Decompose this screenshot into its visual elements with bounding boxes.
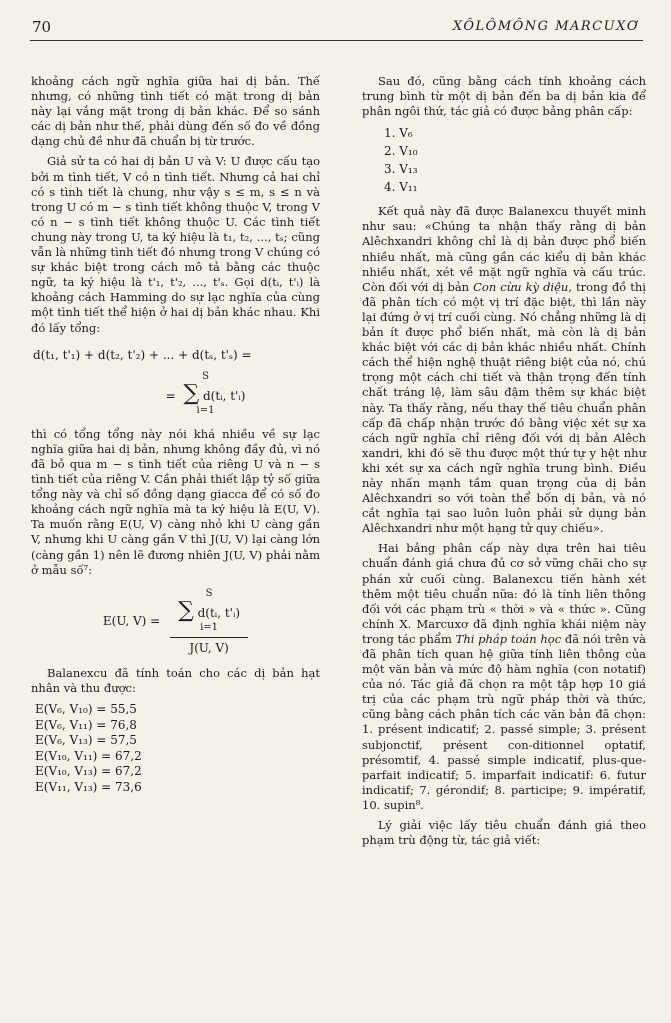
sigma-symbol: ∑ — [183, 380, 200, 406]
sigma-symbol: ∑ — [178, 597, 194, 623]
value-line: E(V₁₀, V₁₃) = 67,2 — [35, 764, 142, 778]
ranking-list — [384, 124, 646, 196]
paragraph — [362, 204, 646, 536]
paragraph: Sau đó, cũng bằng cách tính khoảng cách trung bình từ một dị bản đến ba dị bản kia để phân ngôi thứ, tác giả có được bảng phân cấp: — [362, 74, 646, 119]
ranking-item: 3. V₁₃ — [384, 162, 418, 177]
value-line: E(V₁₀, V₁₁) = 67,2 — [35, 748, 142, 763]
paragraph: Giả sử ta có hai dị bản U và V: U được cấu tạo bởi m tình tiết, V có n tình tiết. Nhưng cả hai chỉ có s tình tiết là chung, như vậy s ≤ m, s ≤ n và trong U có m − s tình tiết không thuộc V, trong V có n − s tình tiết không thuộc U. Các tình tiết chung này trong U, ta ký hiệu là t₁, t₂, ..., tₛ; cũng vẫn là những tình tiết đó nhưng trong V chúng có sự khác biệt trong cách mô tả bằng các thuộc ngữ, ta ký hiệu là t'₁, t'₂, ..., t'ₛ. Gọi d(tᵢ, t'ᵢ) là khoảng cách Hamming do sự lạc nghĩa của cùng một tình tiết thể hiện ở hai dị bản khác nhau. Khi đó lấy tổng: — [31, 154, 320, 335]
distance-formula — [31, 588, 320, 656]
fraction — [170, 588, 248, 656]
page-header — [30, 14, 643, 41]
paragraph: thì có tổng tổng này nói khá nhiều về sự lạc nghĩa giữa hai dị bản, nhưng không đầy đủ, vì nó đã bỏ qua m − s tình tiết của riêng U và n − s tình tiết của riêng V. Cần phải thiết lập tỷ số giữa tổng này và chỉ số đồng dạng giacca để có số đo khoảng cách ngữ nghĩa mà ta ký hiệu là E(U, V). Ta muốn rằng E(U, V) càng nhỏ khi U càng gần V, nhưng khi U càng gần V thì J(U, V) lại càng lớn (càng gần 1) nên lẽ đương nhiên J(U, V) phải nằm ở mẫu số⁷: — [31, 426, 320, 577]
value-line: E(V₆, V₁₀) = 55,5 — [35, 702, 137, 716]
right-column — [362, 74, 646, 853]
ranking-item: 1. V₆ — [384, 126, 413, 141]
left-column — [31, 74, 320, 795]
paragraph: Balanexcu đã tính toán cho các dị bản hạt nhân và thu được: — [31, 665, 320, 695]
sum-term: d(tᵢ, t'ᵢ) — [197, 605, 241, 620]
denominator: J(U, V) — [189, 640, 229, 655]
work-title: Con cừu kỳ diệu — [473, 279, 569, 294]
sum-upper-limit: S — [205, 587, 213, 599]
work-title: Thi pháp toán học — [455, 631, 562, 646]
sum-lower-limit: i=1 — [196, 404, 215, 416]
paragraph: Lý giải việc lấy tiêu chuẩn đánh giá theo phạm trù động từ, tác giả viết: — [362, 818, 646, 848]
sum-formula — [31, 348, 320, 417]
ranking-item: 2. V₁₀ — [384, 144, 418, 159]
text-run: , trong đồ thị đã phân tích có một vị trí đặc biệt, thì lần này lại đứng ở vị trí cuối cùng. Nó chẳng những là dị bản ít được phổ biến nhất, mà còn là dị bản khác biệt với các dị bản khác nhiều nhất. Chính cách thể hiện nghệ thuật riêng biệt của nó, chú trọng một cách chi tiết và thận trọng đến tính chất tráng lệ, làm sâu đậm thêm sự khác biệt này. Ta thấy rằng, nếu thay thế tiêu chuẩn phân cấp đã chấp nhận trước đó bằng việc xét sự xa cách ngữ nghĩa chỉ riêng đối với dị bản Alêch xandri, khi đó sẽ thu được một thứ tự y hệt như khi xét sự xa cách ngữ nghĩa trung bình. Điều này nhấn mạnh tầm quan trọng của dị bản Alêchxandri so với toàn thể bốn dị bản, và nó cắt nghĩa tại sao luôn luôn phải sử dụng bản Alêchxandri như một hạng tử quy chiếu». — [362, 279, 646, 536]
page-number: 70 — [32, 18, 52, 36]
sum-lower-limit: i=1 — [200, 621, 219, 633]
formula-lhs: E(U, V) = — [102, 614, 161, 629]
paragraph: khoảng cách ngữ nghĩa giữa hai dị bản. Thế nhưng, có những tình tiết có mặt trong dị bản này lại vắng mặt trong dị bản khác. Để so sánh các dị bản như thế, phải dùng đến số đo về đồng dạng chủ đề như đã chuẩn bị từ trước. — [31, 74, 320, 149]
paragraph — [362, 541, 646, 813]
text-run: Kết quả này đã được Balanexcu thuyết minh như sau: «Chúng ta nhận thấy rằng dị bản Alêchxandri không chỉ là dị bản được phổ biến nhiều nhất, mà cũng gần các kiểu dị bản khác nhiều nhất, xét về mặt ngữ nghĩa và cấu trúc. Còn đối với dị bản — [362, 204, 646, 294]
text-run: Hai bảng phân cấp này dựa trên hai tiêu chuẩn đánh giá chưa đủ cơ sở vững chãi cho sự phán xử cuối cùng. Balanexcu tiến hành xét thêm một tiêu chuẩn nữa: đó là tính liên thông đối với các phạm trù « thời » và « thức ». Cũng chính X. Marcuxơ đã định nghĩa khái niệm này trong tác phẩm — [362, 541, 646, 646]
sum-term: d(tᵢ, t'ᵢ) — [202, 388, 246, 403]
value-line: E(V₁₁, V₁₃) = 73,6 — [35, 779, 142, 794]
text-run: đã nói trên và đã phân tích quan hệ giữa tính liên thông của một văn bản và mức độ hàm nghĩa (con notatif) của nó. Tác giả đã chọn ra một tập hợp 10 giá trị của các phạm trù ngữ pháp thời và thức, cũng bằng cách phân tích các văn bản đã chọn: 1. présent indicatif; 2. passé simple; 3. présent subjonctif, présent con-ditionnel optatif, présomtif, 4. passé simple indicatif, plus-que-parfait indicatif; 5. imparfait indicatif: 6. futur indicatif; 7. gérondif; 8. participe; 9. impératif, 10. supin⁸. — [362, 631, 647, 812]
sum-upper-limit: S — [202, 370, 209, 382]
ranking-item: 4. V₁₁ — [384, 180, 418, 195]
formula-line: d(t₁, t'₁) + d(t₂, t'₂) + ... + d(tₛ, t'ₛ) = — [33, 347, 252, 362]
value-line: E(V₆, V₁₃) = 57,5 — [35, 733, 137, 747]
distance-values — [35, 702, 320, 795]
sum-sign: = — [165, 388, 180, 403]
running-head: XÔLÔMÔNG MARCUXƠ — [452, 19, 639, 34]
value-line: E(V₆, V₁₁) = 76,8 — [35, 717, 137, 732]
numerator — [170, 588, 248, 638]
